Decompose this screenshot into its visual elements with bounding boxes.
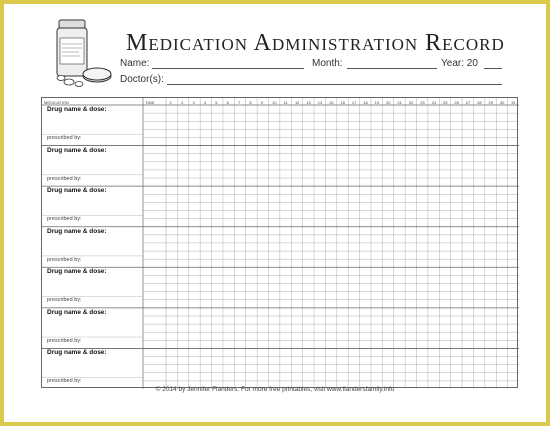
day-header: 13 xyxy=(306,100,311,105)
copyright-footer: © 2014 by Jennifer Flanders. For more free printables, visit www.flandersfamily.info xyxy=(155,386,395,393)
day-header: 9 xyxy=(260,100,264,105)
day-header: 27 xyxy=(465,100,471,105)
doctor-label: Doctor(s): xyxy=(120,74,164,85)
day-header: 25 xyxy=(442,100,448,105)
day-header: 20 xyxy=(386,100,391,105)
month-label: Month: xyxy=(312,58,343,69)
prescribed-by-label: prescribed by: xyxy=(47,256,82,263)
day-header: 18 xyxy=(363,100,368,105)
day-header: 8 xyxy=(249,100,252,105)
day-header: 24 xyxy=(431,100,437,105)
medication-grid xyxy=(41,97,518,388)
drug-name-label: Drug name & dose: xyxy=(47,146,107,154)
day-header: 17 xyxy=(351,100,357,105)
day-header: 11 xyxy=(283,100,288,105)
medication-header: MEDICATION xyxy=(44,100,69,105)
month-field[interactable] xyxy=(347,68,437,69)
drug-name-label: Drug name & dose: xyxy=(47,106,107,113)
day-header: 15 xyxy=(329,100,334,105)
day-header: 29 xyxy=(488,100,493,105)
day-header: 23 xyxy=(420,100,425,105)
day-header: 4 xyxy=(203,100,207,105)
name-field[interactable] xyxy=(152,68,304,69)
day-header: 5 xyxy=(215,100,218,105)
drug-name-label: Drug name & dose: xyxy=(47,308,107,316)
form-page xyxy=(4,4,546,422)
day-header: 30 xyxy=(499,100,505,105)
day-header: 26 xyxy=(454,100,459,105)
drug-name-label: Drug name & dose: xyxy=(47,187,107,195)
prescribed-by-label: prescribed by: xyxy=(47,378,82,385)
day-header: 14 xyxy=(317,100,323,105)
day-header: 6 xyxy=(226,100,229,105)
drug-name-label: Drug name & dose: xyxy=(47,227,107,235)
day-header: 3 xyxy=(192,100,195,105)
day-header: 21 xyxy=(397,100,402,105)
prescribed-by-label: prescribed by: xyxy=(47,337,82,344)
day-header: 19 xyxy=(374,100,380,105)
day-header: 12 xyxy=(294,100,300,105)
time-header: TIME xyxy=(145,100,155,105)
day-header: 22 xyxy=(408,100,414,105)
day-header: 2 xyxy=(181,100,184,105)
day-header: 7 xyxy=(238,100,241,105)
grid-lines xyxy=(42,98,519,389)
doctor-field[interactable] xyxy=(167,84,502,85)
drug-name-label: Drug name & dose: xyxy=(47,268,107,276)
day-header: 16 xyxy=(340,100,345,105)
day-header: 1 xyxy=(169,100,172,105)
year-field[interactable] xyxy=(484,68,502,69)
name-label: Name: xyxy=(120,58,150,69)
pill-bottle-icon xyxy=(49,18,119,90)
page-title: Medication Administration Record xyxy=(126,30,505,56)
year-label: Year: 20 xyxy=(441,58,478,69)
prescribed-by-label: prescribed by: xyxy=(47,175,82,182)
prescribed-by-label: prescribed by: xyxy=(47,297,82,304)
prescribed-by-label: prescribed by: xyxy=(47,135,82,142)
prescribed-by-label: prescribed by: xyxy=(47,216,82,223)
day-header: 28 xyxy=(477,100,482,105)
day-header: 10 xyxy=(272,100,277,105)
day-header: 31 xyxy=(511,100,516,105)
drug-name-label: Drug name & dose: xyxy=(47,349,107,357)
